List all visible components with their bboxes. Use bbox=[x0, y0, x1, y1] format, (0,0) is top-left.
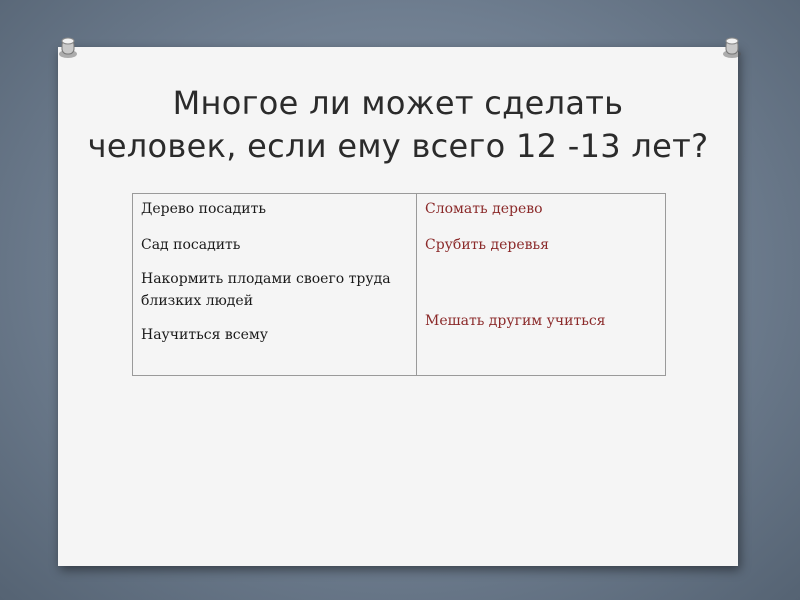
slide-title bbox=[58, 82, 738, 168]
comparison-table bbox=[132, 193, 666, 376]
list-item: Дерево посадить bbox=[141, 201, 266, 217]
list-item: Накормить плодами своего труда близких людей bbox=[141, 271, 391, 309]
bad-deeds-column bbox=[417, 194, 666, 376]
good-deeds-column bbox=[133, 194, 417, 376]
list-item: Срубить деревья bbox=[425, 237, 549, 253]
table-row bbox=[133, 194, 666, 376]
list-item: Мешать другим учиться bbox=[425, 313, 606, 329]
pin-icon bbox=[54, 34, 82, 62]
list-item: Сад посадить bbox=[141, 237, 241, 253]
list-item: Научиться всему bbox=[141, 327, 269, 343]
pin-icon bbox=[718, 34, 746, 62]
list-item: Сломать дерево bbox=[425, 201, 543, 217]
slide-title-line-1: Многое ли может сделать bbox=[172, 84, 624, 122]
slide-title-line-2: человек, если ему всего 12 -13 лет? bbox=[87, 127, 709, 165]
